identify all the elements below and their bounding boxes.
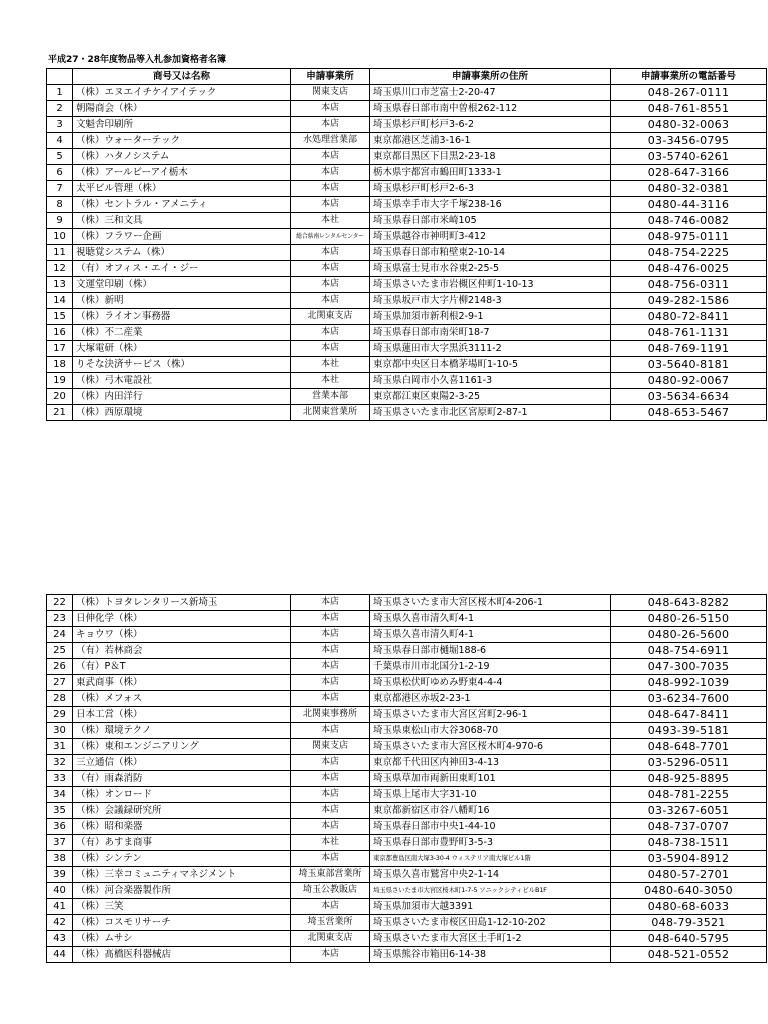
- office-phone: 03-6234-7600: [611, 691, 767, 707]
- table-row: [47, 739, 767, 755]
- table-row: [47, 771, 767, 787]
- row-number: 40: [47, 883, 73, 899]
- applicant-office: 北関東営業所: [291, 405, 370, 421]
- company-name: 太平ビル管理（株）: [73, 181, 291, 197]
- office-address: 埼玉県久喜市清久町4-1: [370, 611, 611, 627]
- row-number: 38: [47, 851, 73, 867]
- row-number: 4: [47, 133, 73, 149]
- applicant-office: 本店: [291, 181, 370, 197]
- company-name: （株）不二産業: [73, 325, 291, 341]
- company-name: （有）若林商会: [73, 643, 291, 659]
- office-address: 埼玉県富士見市水谷東2-25-5: [370, 261, 611, 277]
- row-number: 9: [47, 213, 73, 229]
- table-row: [47, 723, 767, 739]
- office-address: 埼玉県春日部市豊野町3-5-3: [370, 835, 611, 851]
- applicant-office: 本店: [291, 643, 370, 659]
- office-phone: 048-737-0707: [611, 819, 767, 835]
- company-name: 日伸化学（株）: [73, 611, 291, 627]
- row-number: 12: [47, 261, 73, 277]
- row-number: 21: [47, 405, 73, 421]
- row-number: 44: [47, 947, 73, 963]
- applicant-office: 本店: [291, 787, 370, 803]
- office-address: 東京都港区芝浦3-16-1: [370, 133, 611, 149]
- applicant-office: 本店: [291, 723, 370, 739]
- office-phone: 048-648-7701: [611, 739, 767, 755]
- office-phone: 0480-32-0063: [611, 117, 767, 133]
- office-phone: 048-521-0552: [611, 947, 767, 963]
- row-number: 10: [47, 229, 73, 245]
- table-row: [47, 133, 767, 149]
- table-row: [47, 149, 767, 165]
- table-row: [47, 213, 767, 229]
- company-name: 文魁舎印刷所: [73, 117, 291, 133]
- office-phone: 048-79-3521: [611, 915, 767, 931]
- row-number: 2: [47, 101, 73, 117]
- office-phone: 048-781-2255: [611, 787, 767, 803]
- company-name: （株）ハタノシステム: [73, 149, 291, 165]
- row-number: 11: [47, 245, 73, 261]
- applicant-office: 埼玉営業所: [291, 915, 370, 931]
- row-number: 33: [47, 771, 73, 787]
- office-address: 千葉県市川市北国分1-2-19: [370, 659, 611, 675]
- row-number: 39: [47, 867, 73, 883]
- company-name: （株）ウォーターテック: [73, 133, 291, 149]
- applicant-office: 本店: [291, 117, 370, 133]
- office-address: 埼玉県杉戸町杉戸2-6-3: [370, 181, 611, 197]
- table-row: [47, 245, 767, 261]
- applicant-office: 本社: [291, 373, 370, 389]
- company-name: （株）フラワー企画: [73, 229, 291, 245]
- company-name: （株）コスモリサーチ: [73, 915, 291, 931]
- office-phone: 048-653-5467: [611, 405, 767, 421]
- company-name: （株）弓木電設社: [73, 373, 291, 389]
- table-row: [47, 277, 767, 293]
- table-row: [47, 229, 767, 245]
- row-number: 18: [47, 357, 73, 373]
- office-address: 東京都江東区東陽2-3-25: [370, 389, 611, 405]
- header-office: 申請事業所: [291, 69, 370, 85]
- applicant-office: 総合県南レンタルセンター: [291, 229, 370, 245]
- applicant-office: 本店: [291, 691, 370, 707]
- table-row: [47, 627, 767, 643]
- office-phone: 048-754-2225: [611, 245, 767, 261]
- office-address: 埼玉県さいたま市北区宮原町2-87-1: [370, 405, 611, 421]
- office-phone: 0480-57-2701: [611, 867, 767, 883]
- header-tel: 申請事業所の電話番号: [611, 69, 767, 85]
- applicant-office: 北関東支店: [291, 931, 370, 947]
- table-row: [47, 867, 767, 883]
- row-number: 36: [47, 819, 73, 835]
- office-address: 埼玉県春日部市南中曽根262-112: [370, 101, 611, 117]
- company-name: （有）あすま商事: [73, 835, 291, 851]
- row-number: 8: [47, 197, 73, 213]
- office-address: 東京都港区赤坂2-23-1: [370, 691, 611, 707]
- applicant-office: 本店: [291, 819, 370, 835]
- row-number: 34: [47, 787, 73, 803]
- office-phone: 03-3456-0795: [611, 133, 767, 149]
- header-address: 申請事業所の住所: [370, 69, 611, 85]
- office-phone: 048-267-0111: [611, 85, 767, 101]
- applicant-office: 本店: [291, 197, 370, 213]
- applicant-office: 北関東事務所: [291, 707, 370, 723]
- office-address: 埼玉県春日部市粕壁東2-10-14: [370, 245, 611, 261]
- applicant-office: 関東支店: [291, 85, 370, 101]
- table-header-row: [47, 69, 767, 85]
- applicant-office: 本店: [291, 851, 370, 867]
- office-address: 埼玉県春日部市中央1-44-10: [370, 819, 611, 835]
- table-row: [47, 341, 767, 357]
- table-row: [47, 373, 767, 389]
- office-address: 栃木県宇都宮市鶴田町1333-1: [370, 165, 611, 181]
- header-no: [47, 69, 73, 85]
- office-phone: 03-3267-6051: [611, 803, 767, 819]
- table-row: [47, 325, 767, 341]
- company-name: 東武商事（株）: [73, 675, 291, 691]
- office-phone: 028-647-3166: [611, 165, 767, 181]
- office-phone: 03-5904-8912: [611, 851, 767, 867]
- applicant-office: 本店: [291, 101, 370, 117]
- applicant-office: 本店: [291, 325, 370, 341]
- row-number: 29: [47, 707, 73, 723]
- applicant-office: 本店: [291, 803, 370, 819]
- company-name: キョウワ（株）: [73, 627, 291, 643]
- applicant-office: 北関東支店: [291, 309, 370, 325]
- row-number: 19: [47, 373, 73, 389]
- applicant-office: 本社: [291, 835, 370, 851]
- table-row: [47, 931, 767, 947]
- office-phone: 049-282-1586: [611, 293, 767, 309]
- office-address: 埼玉県加須市新利根2-9-1: [370, 309, 611, 325]
- office-address: 埼玉県さいたま市大宮区宮町2-96-1: [370, 707, 611, 723]
- office-address: 埼玉県川口市芝富士2-20-47: [370, 85, 611, 101]
- row-number: 23: [47, 611, 73, 627]
- table-row: [47, 835, 767, 851]
- applicant-office: 水処理営業部: [291, 133, 370, 149]
- row-number: 1: [47, 85, 73, 101]
- company-name: （株）三笑: [73, 899, 291, 915]
- company-name: 日本工営（株）: [73, 707, 291, 723]
- applicant-office: 本店: [291, 245, 370, 261]
- office-address: 埼玉県東松山市大谷3068-70: [370, 723, 611, 739]
- office-address: 東京都目黒区下目黒2-23-18: [370, 149, 611, 165]
- row-number: 30: [47, 723, 73, 739]
- applicant-office: 本店: [291, 899, 370, 915]
- row-number: 31: [47, 739, 73, 755]
- office-phone: 048-975-0111: [611, 229, 767, 245]
- row-number: 43: [47, 931, 73, 947]
- table-row: [47, 357, 767, 373]
- office-address: 埼玉県久喜市清久町4-1: [370, 627, 611, 643]
- row-number: 35: [47, 803, 73, 819]
- row-number: 37: [47, 835, 73, 851]
- office-address: 東京都新宿区市谷八幡町16: [370, 803, 611, 819]
- table-row: [47, 117, 767, 133]
- office-phone: 048-647-8411: [611, 707, 767, 723]
- company-name: （有）オフィス・エイ・ジー: [73, 261, 291, 277]
- company-name: （株）三和文具: [73, 213, 291, 229]
- office-address: 埼玉県松伏町ゆめみ野東4-4-4: [370, 675, 611, 691]
- office-address: 埼玉県春日部市米崎105: [370, 213, 611, 229]
- office-address: 埼玉県幸手市大字千塚238-16: [370, 197, 611, 213]
- table-row: [47, 819, 767, 835]
- company-name: （株）河合楽器製作所: [73, 883, 291, 899]
- office-address: 埼玉県久喜市鷲宮中央2-1-14: [370, 867, 611, 883]
- table-row: [47, 883, 767, 899]
- office-phone: 048-992-1039: [611, 675, 767, 691]
- company-name: 文運堂印刷（株）: [73, 277, 291, 293]
- table-row: [47, 181, 767, 197]
- company-name: （株）髙橋医科器械店: [73, 947, 291, 963]
- row-number: 27: [47, 675, 73, 691]
- office-phone: 048-769-1191: [611, 341, 767, 357]
- office-address: 埼玉県草加市両新田東町101: [370, 771, 611, 787]
- applicant-office: 埼玉公教販店: [291, 883, 370, 899]
- office-address: 埼玉県越谷市神明町3-412: [370, 229, 611, 245]
- applicant-office: 本店: [291, 755, 370, 771]
- applicant-office: 本店: [291, 341, 370, 357]
- office-phone: 0480-640-3050: [611, 883, 767, 899]
- table-row: [47, 405, 767, 421]
- office-phone: 03-5634-6634: [611, 389, 767, 405]
- office-phone: 0480-26-5600: [611, 627, 767, 643]
- table-row: [47, 85, 767, 101]
- office-phone: 0480-92-0067: [611, 373, 767, 389]
- office-phone: 0493-39-5181: [611, 723, 767, 739]
- office-phone: 048-640-5795: [611, 931, 767, 947]
- company-name: （株）会議録研究所: [73, 803, 291, 819]
- company-name: 三立通信（株）: [73, 755, 291, 771]
- table-row: [47, 947, 767, 963]
- office-phone: 048-925-8895: [611, 771, 767, 787]
- applicant-office: 本店: [291, 293, 370, 309]
- company-name: （株）オンロード: [73, 787, 291, 803]
- table-row: [47, 389, 767, 405]
- row-number: 26: [47, 659, 73, 675]
- office-phone: 0480-32-0381: [611, 181, 767, 197]
- company-name: （株）セントラル・アメニティ: [73, 197, 291, 213]
- table-row: [47, 787, 767, 803]
- row-number: 16: [47, 325, 73, 341]
- applicant-office: 本店: [291, 595, 370, 611]
- table-row: [47, 643, 767, 659]
- company-name: 朝陽商会（株）: [73, 101, 291, 117]
- company-name: （株）昭和楽器: [73, 819, 291, 835]
- office-address: 埼玉県さいたま市岩槻区仲町1-10-13: [370, 277, 611, 293]
- company-name: （株）西原環境: [73, 405, 291, 421]
- applicant-office: 関東支店: [291, 739, 370, 755]
- office-phone: 048-761-8551: [611, 101, 767, 117]
- bidder-table-part-1: [46, 68, 767, 421]
- row-number: 25: [47, 643, 73, 659]
- table-row: [47, 899, 767, 915]
- applicant-office: 本店: [291, 277, 370, 293]
- applicant-office: 本店: [291, 659, 370, 675]
- office-address: 埼玉県熊谷市箱田6-14-38: [370, 947, 611, 963]
- table-row: [47, 611, 767, 627]
- office-address: 埼玉県さいたま市大宮区桜木町4-206-1: [370, 595, 611, 611]
- office-address: 埼玉県坂戸市大字片柳2148-3: [370, 293, 611, 309]
- applicant-office: 本店: [291, 947, 370, 963]
- company-name: 大塚電研（株）: [73, 341, 291, 357]
- company-name: 視聴覚システム（株）: [73, 245, 291, 261]
- row-number: 28: [47, 691, 73, 707]
- table-row: [47, 101, 767, 117]
- applicant-office: 本店: [291, 261, 370, 277]
- table-row: [47, 851, 767, 867]
- company-name: （株）シンテン: [73, 851, 291, 867]
- table-row: [47, 293, 767, 309]
- table-row: [47, 261, 767, 277]
- table-row: [47, 915, 767, 931]
- office-address: 東京都豊島区南大塚3-30-4 ウィステリア南大塚ビル1階: [370, 851, 611, 867]
- row-number: 3: [47, 117, 73, 133]
- table-row: [47, 659, 767, 675]
- company-name: （株）アールビーアイ栃木: [73, 165, 291, 181]
- office-phone: 03-5640-8181: [611, 357, 767, 373]
- office-phone: 048-476-0025: [611, 261, 767, 277]
- company-name: （有）P＆T: [73, 659, 291, 675]
- office-phone: 03-5296-0511: [611, 755, 767, 771]
- office-address: 埼玉県杉戸町杉戸3-6-2: [370, 117, 611, 133]
- company-name: （株）東和エンジニアリング: [73, 739, 291, 755]
- office-phone: 048-738-1511: [611, 835, 767, 851]
- company-name: （株）エヌエイチケイアイテック: [73, 85, 291, 101]
- table-row: [47, 165, 767, 181]
- applicant-office: 本店: [291, 675, 370, 691]
- applicant-office: 営業本部: [291, 389, 370, 405]
- table-row: [47, 755, 767, 771]
- row-number: 17: [47, 341, 73, 357]
- office-address: 埼玉県加須市大越3391: [370, 899, 611, 915]
- office-address: 埼玉県さいたま市大宮区桜木町4-970-6: [370, 739, 611, 755]
- header-name: 商号又は名称: [73, 69, 291, 85]
- office-phone: 048-756-0311: [611, 277, 767, 293]
- applicant-office: 本店: [291, 627, 370, 643]
- row-number: 15: [47, 309, 73, 325]
- document-title: 平成27・28年度物品等入札参加資格者名簿: [48, 55, 227, 65]
- applicant-office: 本社: [291, 357, 370, 373]
- office-address: 埼玉県蓮田市大字黒浜3111-2: [370, 341, 611, 357]
- applicant-office: 本社: [291, 213, 370, 229]
- company-name: （株）三幸コミュニティマネジメント: [73, 867, 291, 883]
- row-number: 6: [47, 165, 73, 181]
- office-phone: 048-754-6911: [611, 643, 767, 659]
- office-address: 埼玉県春日部市南栄町18-7: [370, 325, 611, 341]
- office-address: 埼玉県春日部市樋堀188-6: [370, 643, 611, 659]
- table-row: [47, 197, 767, 213]
- applicant-office: 埼玉東部営業所: [291, 867, 370, 883]
- company-name: （株）新明: [73, 293, 291, 309]
- row-number: 32: [47, 755, 73, 771]
- applicant-office: 本店: [291, 165, 370, 181]
- table-row: [47, 675, 767, 691]
- office-phone: 0480-72-8411: [611, 309, 767, 325]
- row-number: 7: [47, 181, 73, 197]
- company-name: （有）雨森消防: [73, 771, 291, 787]
- company-name: りそな決済サービス（株）: [73, 357, 291, 373]
- row-number: 20: [47, 389, 73, 405]
- table-row: [47, 707, 767, 723]
- company-name: （株）トヨタレンタリース新埼玉: [73, 595, 291, 611]
- office-address: 埼玉県白岡市小久喜1161-3: [370, 373, 611, 389]
- table-row: [47, 309, 767, 325]
- office-phone: 048-761-1131: [611, 325, 767, 341]
- company-name: （株）環境テクノ: [73, 723, 291, 739]
- office-address: 埼玉県さいたま市大宮区土手町1-2: [370, 931, 611, 947]
- office-phone: 0480-68-6033: [611, 899, 767, 915]
- office-address: 埼玉県さいたま市桜区田島1-12-10-202: [370, 915, 611, 931]
- row-number: 14: [47, 293, 73, 309]
- office-address: 埼玉県さいたま市大宮区桜木町1-7-5 ソニックシティビルB1F: [370, 883, 611, 899]
- office-address: 埼玉県上尾市大字31-10: [370, 787, 611, 803]
- office-phone: 0480-44-3116: [611, 197, 767, 213]
- company-name: （株）内田洋行: [73, 389, 291, 405]
- office-address: 東京都中央区日本橋茅場町1-10-5: [370, 357, 611, 373]
- row-number: 24: [47, 627, 73, 643]
- office-phone: 0480-26-5150: [611, 611, 767, 627]
- row-number: 41: [47, 899, 73, 915]
- applicant-office: 本店: [291, 771, 370, 787]
- office-phone: 048-643-8282: [611, 595, 767, 611]
- office-phone: 047-300-7035: [611, 659, 767, 675]
- row-number: 13: [47, 277, 73, 293]
- bidder-table-part-2: [46, 594, 767, 963]
- row-number: 5: [47, 149, 73, 165]
- row-number: 42: [47, 915, 73, 931]
- office-phone: 03-5740-6261: [611, 149, 767, 165]
- row-number: 22: [47, 595, 73, 611]
- applicant-office: 本店: [291, 149, 370, 165]
- applicant-office: 本店: [291, 611, 370, 627]
- office-address: 東京都千代田区内神田3-4-13: [370, 755, 611, 771]
- table-row: [47, 595, 767, 611]
- company-name: （株）メフォス: [73, 691, 291, 707]
- company-name: （株）ムサシ: [73, 931, 291, 947]
- office-phone: 048-746-0082: [611, 213, 767, 229]
- table-row: [47, 803, 767, 819]
- company-name: （株）ライオン事務器: [73, 309, 291, 325]
- table-row: [47, 691, 767, 707]
